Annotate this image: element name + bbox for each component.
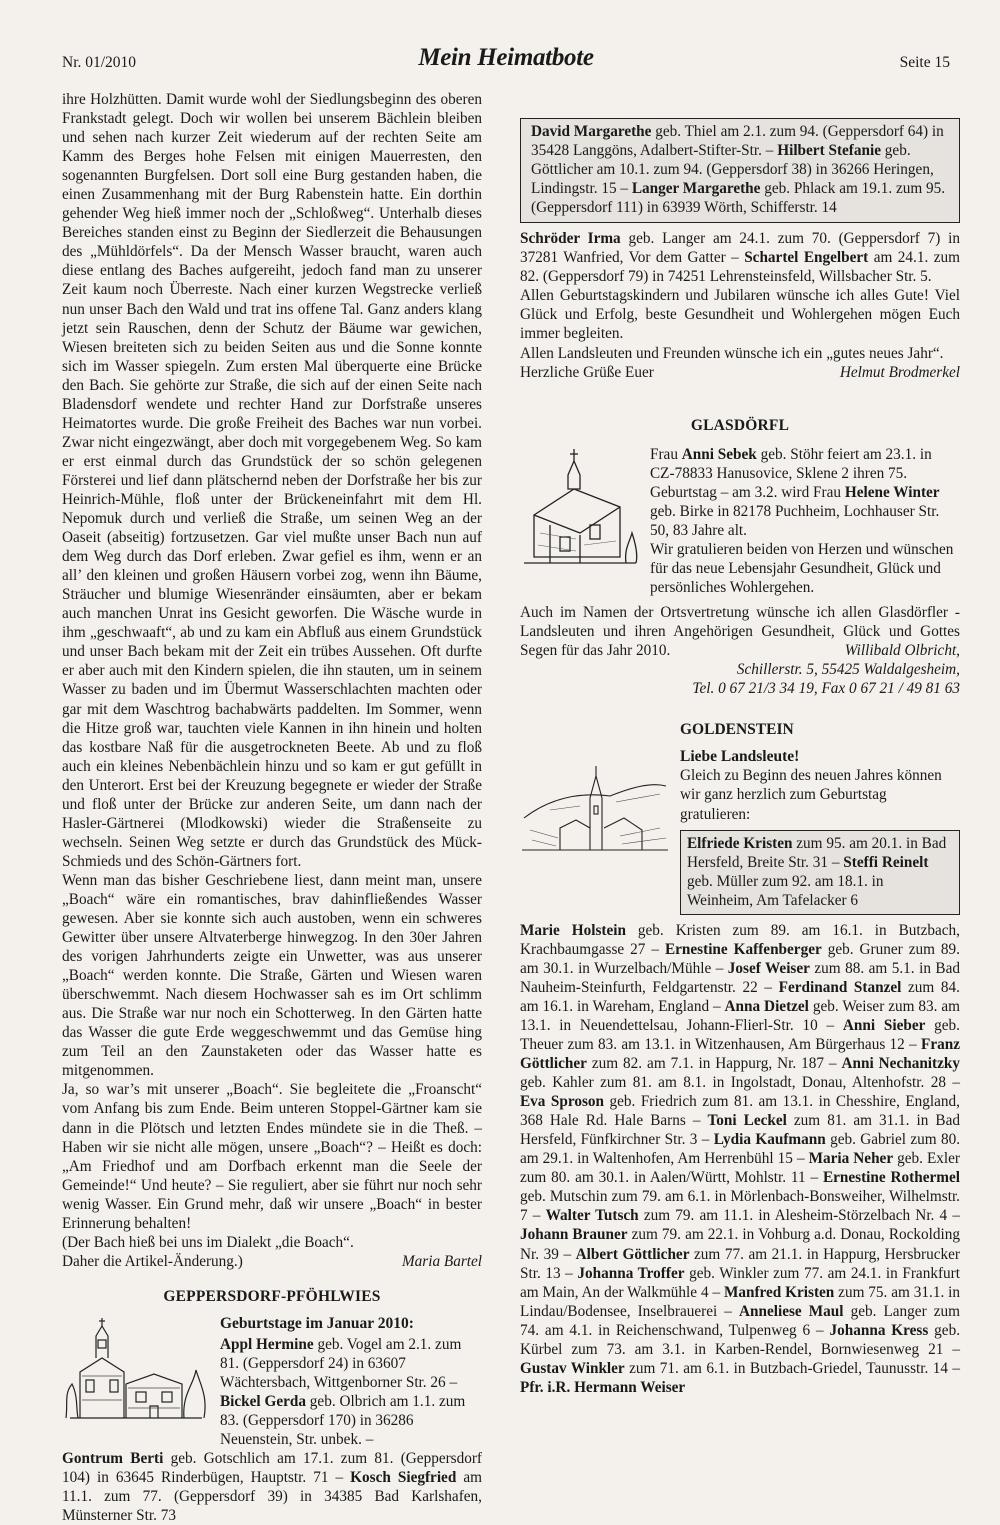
- birthday-detail: geb. Gruner zum 89. am 30.1. in Wurzelbach/Mühle –: [520, 940, 960, 977]
- article-paragraph: ihre Holzhütten. Damit wurde wohl der Siedlungsbeginn des oberen Frankstadt gelegt. Doch wir wollen bei unserem Bächlein bleiben und sehen nach kurzer Zeit wiederum auf der rechten Seite am Kamm des Berges hohe Felsen mit einigen Mauerresten, den sogenannten Burgfelsen. Dort soll eine Burg gestanden haben, die einen Zusammenhang mit der Burg Rabenstein hatte. Ein dorthin gehender Weg hieß immer noch der „Schloßweg“. Unterhalb dieses Bereiches standen einst zu Beginn der Siedlerzeit die Behausungen des „Mühldörfels“. Da der Mensch Wasser braucht, waren auch diese entlang des Baches aufgereiht, jedoch fand man zu unserer Zeit kaum noch Überreste. Nach einer kurzen Wegstrecke verließ nun unser Bach den Wald und trat ins offene Tal. Ganz anders klang jetzt sein Rauschen, denn der Schutz der Bäume war gewichen, Wiesen breiteten sich zu beiden Seiten aus und die Sonne konnte sich im Wasser spiegeln. Zum ersten Mal überquerte eine Brücke den Bach. Sie gehörte zur Straße, die sich auf der einen Seite nach Bladensdorf wendete und rechter Hand zur Dorfstraße unseres Heimatortes wurde. Die große Freiheit des Baches war nun vorbei. Zwar nicht eingezwängt, aber doch mit vorgegebenem Weg. So kam er erst einmal durch das Grundstück der so schön gelegenen Försterei und lief dann plätschernd neben der Dorfstraße her bis zur Heinrich-Mühle, floß unter der Brückeneinfahrt mit dem Hl. Nepomuk durch und verließ die Straße, um seinen Weg an der Oaseit (abseitig) fortzusetzen. Gar viel mußte unser Bach nun auf dem Weg durch das Dorf erleben. Zwar gefiel es ihm, wenn er an all’ den kleinen und großen Häusern vorbei zog, wenn ihn Bäume, Sträucher und blumige Wiesenränder einsäumten, aber er bekam auch manchen Unrat ins Gesicht geworfen. Die Wäsche wurde in ihm „geschwaaft“, ab und zu kam ein Abfluß aus einem Grundstück und unser Bach bekam mit der Zeit ein trübes Aussehen. Oft durfte er aber auch mit den Kindern spielen, die ihn stauten, um in seinem Wasser zu baden und im Übermut Wasserschlachten machten oder gar mit dem Waschtrog bachabwärts paddelten. Im Sommer, wenn die Hitze groß war, tauchten viele Kannen in ihn hinein und holten das kostbare Naß für die ausgetrockneten Beete. Ab und zu floß auch ein kleines Nebenbächlein hinzu und so kam er gut gefüllt in den Unterort. Erst bei der Kreuzung begegnete er wieder der Straße und floß unter der Brücke zur anderen Seite, um dann nach der Hasler-Gärtnerei (Mlodkowski) wieder die Straßenseite zu wechseln. Seinen Weg setzte er durch das Grundstück des Mück-Schmieds und des Schön-Gärtners fort.: [62, 91, 482, 870]
- person-name: Kosch Siegfried: [350, 1469, 457, 1487]
- text-run: geb. Birke in 82178 Puchheim, Lochhauser Str. 50, 83 Jahre alt.: [650, 502, 940, 539]
- person-name: Anni Sebek: [681, 445, 757, 463]
- birthday-detail: zum 75. am 31.1. in Lindau/Bodensee, Inselbrauerei –: [520, 1283, 961, 1320]
- person-name: Gustav Winkler: [520, 1359, 625, 1377]
- geppersdorf-birthdays: [220, 1314, 482, 1449]
- birthday-detail: geb. Gotschlich am 17.1. zum 81. (Geppersdorf 104) in 63645 Rinderbügen, Hauptstr. 71 –: [62, 1450, 483, 1487]
- person-name: Appl Hermine: [220, 1336, 314, 1353]
- person-name: Ernestine Kaffenberger: [664, 940, 822, 958]
- birthday-detail: geb. Göttlicher am 10.1. zum 94. (Geppersdorf 38) in 36266 Heringen, Lindingstr. 15 –: [531, 142, 934, 198]
- goldenstein-block: [520, 720, 960, 920]
- birthday-detail: geb. Kahler zum 81. am 8.1. in Ingolstadt, Donau, Altenhofstr. 28 –: [520, 1074, 960, 1092]
- birthday-detail: geb. Olbrich am 1.1. zum 83. (Geppersdorf 170) in 36286 Neuenstein, Str. unbek. –: [220, 1393, 466, 1449]
- glasdorf-text: [650, 445, 960, 597]
- birthday-detail: geb. Vogel am 2.1. zum 81. (Geppersdorf 24) in 63607 Wächtersbach, Wittgenborner Str. 26 –: [220, 1336, 462, 1392]
- person-name: Albert Göttlicher: [575, 1245, 690, 1263]
- goldenstein-intro: [680, 720, 960, 920]
- section-heading-goldenstein: GOLDENSTEIN: [680, 721, 794, 739]
- goldenstein-intro-text: Gleich zu Beginn des neuen Jahres können wir ganz herzlich zum Geburtstag gratulieren:: [680, 767, 942, 823]
- birthday-detail: geb. Theuer zum 83. am 13.1. in Witzenhausen, Am Bürgerhaus 12 –: [520, 1016, 960, 1054]
- goldenstein-salute: Liebe Landsleute!: [680, 748, 800, 766]
- birthdays-title: Geburtstage im Januar 2010:: [220, 1314, 414, 1332]
- birthday-detail: geb. Weiser zum 83. am 13.1. in Neuendettelsau, Johann-Flierl-Str. 10 –: [520, 997, 960, 1034]
- birthday-detail: geb. Exler zum 80. am 30.1. in Aalen/Württ, Mohlstr. 11 –: [520, 1150, 960, 1187]
- person-name: Pfr. i.R. Hermann Weiser: [520, 1378, 686, 1396]
- person-name: David Margarethe: [531, 123, 652, 140]
- birthday-detail: geb. Kristen zum 89. am 16.1. in Butzbach, Krachbaumgasse 27 –: [520, 921, 960, 958]
- goldenstein-list: [520, 921, 960, 1397]
- article-paragraph: Wenn man das bisher Geschriebene liest, dann meint man, unsere „Boach“ wäre ein romantisches, brav dahinfließendes Wasser gewesen. Aber sie konnte sich auch austoben, wenn ein schweres Gewitter über unsere Altvaterberge hinwegzog. In den 30er Jahren des vorigen Jahrhunderts zeigte ein Unwetter, was aus unserer „Boach“ werden konnte. Die Straße, Gärten und Wiesen waren überschwemmt. Nach diesem Hochwasser sah es im Ort schlimm aus. Die Straße war nur noch ein Schotterweg. In den Gärten hatte das Wasser die gute Erde weggeschwemmt und das Gemüse hing zum Teil an den Zaunstaketen oder das Wasser hatte es mitgenommen.: [62, 871, 482, 1080]
- issue-number: Nr. 01/2010: [62, 54, 137, 71]
- person-name: Helene Winter: [844, 483, 940, 501]
- birthday-detail: zum 79. am 22.1. in Vohburg a.d. Donau, Rockolding Nr. 39 –: [520, 1226, 960, 1263]
- person-name: Johann Brauner: [520, 1226, 628, 1244]
- birthday-detail: geb. Friedrich zum 81. am 13.1. in Chesshire, England, 368 Hale Rd. Hale Barns –: [520, 1093, 960, 1130]
- person-name: Walter Tutsch: [545, 1207, 639, 1225]
- person-name: Gontrum Berti: [62, 1450, 164, 1468]
- person-name: Hilbert Stefanie: [777, 142, 881, 160]
- birthday-detail: geb. Winkler zum 77. am 24.1. in Frankfurt am Main, An der Walkmühle 4 –: [520, 1264, 960, 1301]
- article-author: Maria Bartel: [401, 1252, 482, 1270]
- person-name: Marie Holstein: [520, 921, 626, 939]
- person-name: Schröder Irma: [520, 230, 621, 248]
- person-name: Ferdinand Stanzel: [778, 978, 902, 996]
- page-header: [52, 44, 960, 82]
- birthday-detail: geb. Thiel am 2.1. zum 94. (Geppersdorf 64) in 35428 Langgöns, Adalbert-Stifter-Str. –: [531, 123, 944, 160]
- article-paragraph: Ja, so war’s mit unserer „Boach“. Sie begleitete die „Froanscht“ vom Anfang bis zum Ende. Beim unteren Stoppel-Gärtner kam sie dann in die Plötsch und letzten Endes mündete sie in die Theß. – Haben wir sie nicht alle mögen, unsere „Boach“? – Heißt es doch: „Am Friedhof und am Dorfbach erkennt man die Seele der Gemeinde!“ Und heute? – Sie reguliert, aber sie führt nur noch sehr wenig Wasser. Ein Grund mehr, daß wir unsere „Boach“ in bester Erinnerung behalten!: [62, 1081, 482, 1232]
- geppersdorf-block: [62, 1314, 482, 1449]
- town-church-illustration: [520, 758, 670, 863]
- page-number: Seite 15: [899, 54, 950, 71]
- left-column: [62, 90, 482, 1525]
- village-church-illustration: [62, 1314, 210, 1429]
- person-name: Schartel Engelbert: [744, 249, 869, 267]
- person-name: Johanna Troffer: [577, 1264, 685, 1282]
- birthday-detail: zum 82. am 7.1. in Happurg, Nr. 187 –: [586, 1055, 842, 1073]
- person-name: Franz Göttlicher: [520, 1036, 960, 1073]
- birthday-detail: am 11.1. zum 77. (Geppersdorf 39) in 34385 Bad Karlshafen, Münsterner Str. 73: [62, 1469, 482, 1525]
- glasdorf-congrats: Wir gratulieren beiden von Herzen und wünschen für das neue Lebensjahr Gesundheit, Glück und persönliches Wohlergehen.: [650, 540, 954, 596]
- birthday-detail: zum 95. am 20.1. in Bad Hersfeld, Breite Str. 31 –: [687, 834, 947, 871]
- section-heading-geppersdorf: GEPPERSDORF-PFÖHLWIES: [163, 1287, 381, 1305]
- person-name: Steffi Reinelt: [843, 853, 929, 871]
- person-name: Josef Weiser: [727, 959, 810, 977]
- birthday-detail: geb. Mutschin zum 79. am 6.1. in Mörlenbach-Bonsweiher, Wilhelmstr. 7 –: [520, 1188, 960, 1225]
- glasdorf-address: Schillerstr. 5, 55425 Waldalgesheim,: [736, 661, 960, 679]
- text-run: geb. Stöhr feiert am 23.1. in CZ-78833 Hanusovice, Sklene 2 ihren 75. Geburtstag – am 3.2. wird Frau: [650, 445, 932, 501]
- glasdorf-wishes: Auch im Namen der Ortsvertretung wünsche ich allen Glasdörfler -Landsleuten und ihren Angehörigen Gesundheit, Glück und Gottes Segen für das Jahr 2010.: [520, 604, 960, 660]
- goldenstein-highlight-box: [680, 830, 960, 915]
- person-name: Lydia Kaufmann: [713, 1131, 826, 1149]
- person-name: Ernestine Rothermel: [822, 1169, 960, 1187]
- person-name: Elfriede Kristen: [687, 834, 793, 852]
- birthday-detail: zum 88. am 5.1. in Bad Nauheim-Steinfurth, Feldgartenstr. 22 –: [520, 959, 960, 996]
- person-name: Anna Dietzel: [724, 997, 809, 1015]
- person-name: Eva Sproson: [520, 1093, 605, 1111]
- masthead-logo: Mein Heimatbote: [418, 44, 594, 71]
- text-run: Frau: [650, 445, 682, 463]
- highlight-box: [520, 118, 960, 223]
- person-name: Anni Nechanitzky: [841, 1055, 960, 1073]
- person-name: Anni Sieber: [842, 1016, 926, 1034]
- chapel-illustration: [520, 445, 640, 575]
- person-name: Bickel Gerda: [220, 1393, 306, 1411]
- birthday-detail: geb. Langer zum 74. am 4.1. in Reichenschwand, Tulpenweg 6 –: [520, 1302, 960, 1339]
- birthday-detail: geb. Müller zum 92. am 18.1. in Weinheim, Am Tafelacker 6: [687, 872, 884, 909]
- birthday-detail: geb. Kürbel zum 73. am 3.1. in Karben-Rendel, Bornwiesenweg 21 –: [520, 1321, 961, 1358]
- birthday-detail: zum 71. am 6.1. in Butzbach-Griedel, Taunusstr. 14 –: [624, 1359, 961, 1377]
- person-name: Anneliese Maul: [738, 1302, 844, 1320]
- glasdorf-phone: Tel. 0 67 21/3 34 19, Fax 0 67 21 / 49 81 63: [692, 680, 960, 698]
- glasdorf-block: [520, 445, 960, 597]
- birthday-detail: geb. Gabriel zum 80. am 29.1. in Waltenhofen, Am Herrenbühl 15 –: [520, 1131, 961, 1168]
- greeting-line: [520, 363, 960, 382]
- person-name: Johanna Kress: [829, 1321, 929, 1339]
- birthday-detail: am 24.1. zum 82. (Geppersdorf 79) in 74251 Lehrensteinsfeld, Willsbacher Str. 5.: [520, 249, 960, 286]
- article-signature: [62, 1233, 482, 1271]
- birthday-detail: zum 81. am 31.1. in Bad Hersfeld, Fünfkirchner Str. 3 –: [520, 1112, 960, 1149]
- article-note: (Der Bach hieß bei uns im Dialekt „die Boach“. Daher die Artikel-Änderung.): [62, 1233, 354, 1270]
- person-name: Manfred Kristen: [723, 1283, 835, 1301]
- birthday-detail: zum 79. am 11.1. in Alesheim-Störzelbach Nr. 4 –: [638, 1207, 960, 1225]
- wishes-text: Allen Geburtstagskindern und Jubilaren wünsche ich alles Gute! Viel Glück und Erfolg, beste Gesundheit und Wohlergehen mögen Euch immer begleiten.: [520, 287, 960, 343]
- right-column: [520, 112, 960, 1397]
- glasdorf-author: Willibald Olbricht,: [844, 642, 960, 660]
- person-name: Maria Neher: [808, 1150, 894, 1168]
- birthday-detail: zum 84. am 16.1. in Wareham, England –: [520, 978, 960, 1015]
- greeting-author: Helmut Brodmerkel: [839, 363, 960, 381]
- birthday-detail: zum 77. am 21.1. in Happurg, Hersbrucker Str. 13 –: [520, 1245, 960, 1282]
- greeting: Herzliche Grüße Euer: [520, 363, 654, 381]
- birthday-detail: geb. Phlack am 19.1. zum 95. (Geppersdorf 111) in 63939 Wörth, Schifferstr. 14: [531, 180, 946, 217]
- section-heading-glasdorf: GLASDÖRFL: [690, 416, 790, 434]
- newyear-text: Allen Landsleuten und Freunden wünsche ich ein „gutes neues Jahr“.: [520, 344, 944, 362]
- person-name: Langer Margarethe: [631, 180, 761, 198]
- person-name: Toni Leckel: [707, 1112, 787, 1130]
- birthday-detail: geb. Langer am 24.1. zum 70. (Geppersdorf 7) in 37281 Wanfried, Vor dem Gatter –: [520, 230, 961, 267]
